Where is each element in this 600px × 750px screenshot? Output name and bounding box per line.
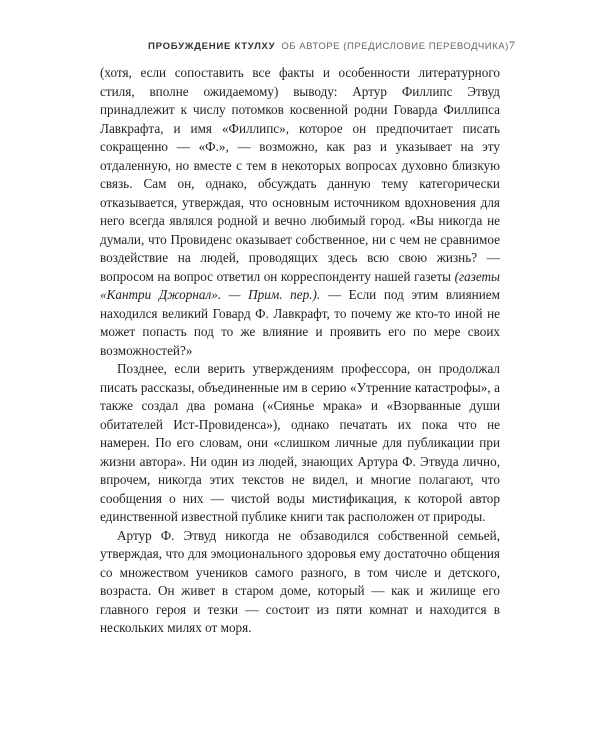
paragraph-1-text-b: — Если под этим влиянием находился великий Говард Ф. Лавкрафт, то почему же кто-то иной не может попасть под то же влияние и проявить его по мере своих возможностей?» xyxy=(100,287,500,358)
page-number: 7 xyxy=(508,38,515,52)
translator-note: (газеты «Кантри Джорнал». — Прим. пер.). xyxy=(100,268,500,302)
paragraph-1-text-a: (хотя, если сопоставить все факты и особенности литературного стиля, вполне ожидаемому) выводу: Артур Филлипс Этвуд принадлежит к числу потомков косвенной родни Говарда Филлипса Лавкрафта, и имя «Филлипс», которое он предпочитает писать сокращенно — «Ф.», — возможно, как раз и указывает на эту отдаленную, но вместе с тем в некоторых вопросах духовно близкую связь. Сам он, однако, обсуждать данную тему категорически отказывается, утверждая, что основным источником вдохновения для него всегда являлся родной и вечно любимый город. «Вы никогда не думали, что Провиденс оказывает собственное, ни с чем не сравнимое воздействие на людей, проводящих здесь всю свою жизнь? — вопросом на вопрос ответил он корреспонденту нашей газеты xyxy=(100,65,500,284)
paragraph-2: Позднее, если верить утверждениям профессора, он продолжал писать рассказы, объединенные им в серию «Утренние катастрофы», а также создал два романа («Сиянье мрака» и «Взорванные души обитателей Ист-Провиденса»), однако печатать их пока что не намерен. По его словам, они «слишком личные для публикации при жизни автора». Ни один из людей, знающих Артура Ф. Этвуда лично, впрочем, никогда этих текстов не видел, и многие полагают, что сообщения о них — чистой воды мистификация, к которой автор единственной известной публике книги так расположен от природы. xyxy=(100,361,500,524)
body-text xyxy=(100,64,500,638)
section-title: ОБ АВТОРЕ (ПРЕДИСЛОВИЕ ПЕРЕВОДЧИКА) xyxy=(281,41,509,52)
paragraph-1 xyxy=(100,64,500,360)
paragraph-3: Артур Ф. Этвуд никогда не обзаводился собственной семьей, утверждая, что для эмоционального здоровья ему достаточно общения со множеством учеников самого разного, в том числе и детского, возраста. Он живет в старом доме, который — как и жилище его главного героя и тезки — состоит из пяти комнат и находится в нескольких милях от моря. xyxy=(100,527,500,635)
book-title: ПРОБУЖДЕНИЕ КТУЛХУ xyxy=(148,41,276,52)
running-header xyxy=(148,38,515,53)
